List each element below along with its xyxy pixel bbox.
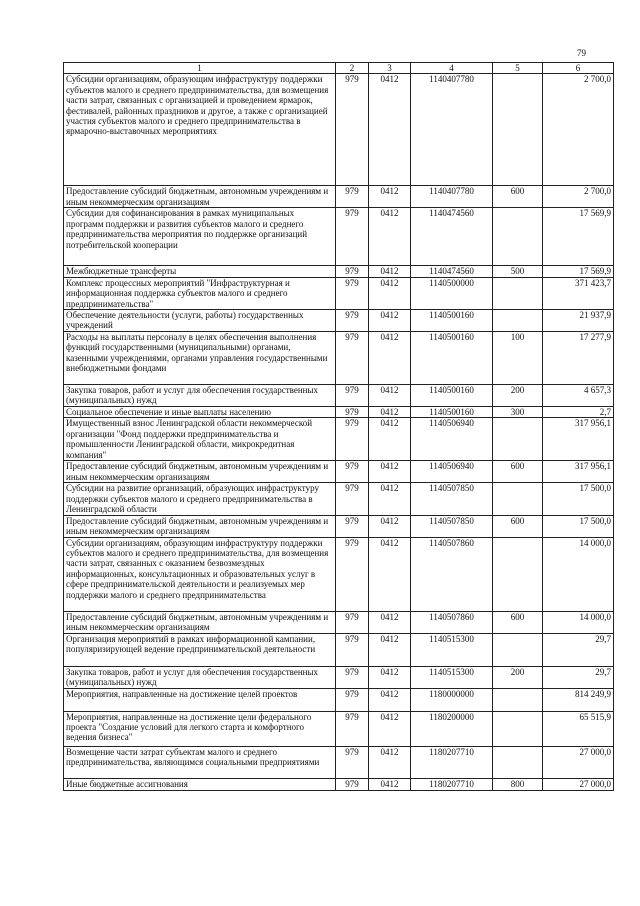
cell-vr: 800 (493, 778, 543, 790)
cell-grbs: 979 (336, 746, 369, 778)
cell-amount: 17 500,0 (543, 483, 614, 515)
cell-vr (493, 537, 543, 611)
cell-vr: 200 (493, 666, 543, 688)
cell-amount: 21 937,9 (543, 310, 614, 332)
cell-vr: 600 (493, 611, 543, 633)
table-row (64, 385, 614, 407)
cell-vr: 100 (493, 332, 543, 385)
cell-target: 1140506940 (411, 418, 493, 461)
cell-grbs: 979 (336, 633, 369, 666)
cell-name: Комплекс процессных мероприятий "Инфраструктурная и информационная поддержка субъектов малого и среднего предпринимательства" (64, 277, 336, 309)
cell-amount: 29,7 (543, 633, 614, 666)
col-header-vr: 5 (493, 63, 543, 74)
cell-name: Предоставление субсидий бюджетным, автономным учреждениям и иным некоммерческим организациям (64, 515, 336, 537)
cell-vr: 300 (493, 407, 543, 418)
cell-grbs: 979 (336, 418, 369, 461)
cell-amount: 4 657,3 (543, 385, 614, 407)
cell-target: 1140500160 (411, 407, 493, 418)
cell-grbs: 979 (336, 461, 369, 483)
cell-amount: 17 500,0 (543, 515, 614, 537)
table-row (64, 277, 614, 309)
cell-target: 1140515300 (411, 633, 493, 666)
cell-amount: 14 000,0 (543, 537, 614, 611)
cell-amount: 17 569,9 (543, 266, 614, 277)
cell-vr (493, 418, 543, 461)
cell-name: Социальное обеспечение и иные выплаты населению (64, 407, 336, 418)
cell-target: 1180000000 (411, 688, 493, 711)
cell-name: Мероприятия, направленные на достижение целей проектов (64, 688, 336, 711)
cell-name: Имущественный взнос Ленинградской области некоммерческой организации "Фонд поддержки предпринимательства и промышленности Ленинградской области, микрокредитная компания" (64, 418, 336, 461)
cell-name: Обеспечение деятельности (услуги, работы) государственных учреждений (64, 310, 336, 332)
cell-amount: 27 000,0 (543, 746, 614, 778)
cell-grbs: 979 (336, 277, 369, 309)
cell-target: 1140407780 (411, 186, 493, 208)
cell-grbs: 979 (336, 332, 369, 385)
cell-amount: 2 700,0 (543, 186, 614, 208)
cell-name: Субсидии для софинансирования в рамках муниципальных программ поддержки и развития субъектов малого и среднего предпринимательства мероприятия по поддержке организаций потребительской кооперации (64, 208, 336, 266)
cell-section: 0412 (369, 611, 411, 633)
cell-target: 1140474560 (411, 266, 493, 277)
cell-name: Межбюджетные трансферты (64, 266, 336, 277)
cell-amount: 317 956,1 (543, 461, 614, 483)
cell-grbs: 979 (336, 208, 369, 266)
cell-vr (493, 208, 543, 266)
cell-grbs: 979 (336, 310, 369, 332)
budget-table (63, 62, 614, 791)
cell-section: 0412 (369, 407, 411, 418)
col-header-amount: 6 (543, 63, 614, 74)
cell-grbs: 979 (336, 385, 369, 407)
cell-target: 1140500160 (411, 332, 493, 385)
cell-grbs: 979 (336, 711, 369, 746)
table-row (64, 208, 614, 266)
table-row (64, 461, 614, 483)
cell-section: 0412 (369, 277, 411, 309)
table-row (64, 711, 614, 746)
cell-section: 0412 (369, 385, 411, 407)
table-row (64, 666, 614, 688)
cell-grbs: 979 (336, 266, 369, 277)
cell-grbs: 979 (336, 186, 369, 208)
cell-target: 1180207710 (411, 778, 493, 790)
cell-name: Закупка товаров, работ и услуг для обеспечения государственных (муниципальных) нужд (64, 385, 336, 407)
cell-vr (493, 746, 543, 778)
cell-vr (493, 277, 543, 309)
cell-amount: 371 423,7 (543, 277, 614, 309)
cell-vr (493, 310, 543, 332)
table-row (64, 407, 614, 418)
cell-section: 0412 (369, 310, 411, 332)
cell-name: Расходы на выплаты персоналу в целях обеспечения выполнения функций государственными (муниципальными) органами, казенными учреждениями, органами управления государственными внебюджетными фондами (64, 332, 336, 385)
cell-name: Иные бюджетные ассигнования (64, 778, 336, 790)
cell-grbs: 979 (336, 483, 369, 515)
cell-grbs: 979 (336, 74, 369, 186)
cell-amount: 2 700,0 (543, 74, 614, 186)
cell-amount: 317 956,1 (543, 418, 614, 461)
cell-target: 1140407780 (411, 74, 493, 186)
table-header-row (64, 63, 614, 74)
table-row (64, 332, 614, 385)
cell-grbs: 979 (336, 537, 369, 611)
table-row (64, 310, 614, 332)
cell-section: 0412 (369, 208, 411, 266)
cell-target: 1140500160 (411, 310, 493, 332)
cell-name: Закупка товаров, работ и услуг для обеспечения государственных (муниципальных) нужд (64, 666, 336, 688)
cell-section: 0412 (369, 688, 411, 711)
cell-amount: 27 000,0 (543, 778, 614, 790)
cell-name: Предоставление субсидий бюджетным, автономным учреждениям и иным некоммерческим организациям (64, 186, 336, 208)
cell-section: 0412 (369, 633, 411, 666)
cell-vr: 600 (493, 515, 543, 537)
cell-section: 0412 (369, 418, 411, 461)
page-number: 79 (577, 48, 586, 58)
cell-target: 1140507860 (411, 611, 493, 633)
table-row (64, 611, 614, 633)
cell-section: 0412 (369, 483, 411, 515)
cell-section: 0412 (369, 666, 411, 688)
cell-vr: 500 (493, 266, 543, 277)
table-row (64, 515, 614, 537)
cell-name: Мероприятия, направленные на достижение цели федерального проекта "Создание условий для легкого старта и комфортного ведения бизнеса" (64, 711, 336, 746)
cell-target: 1140500000 (411, 277, 493, 309)
cell-amount: 17 569,9 (543, 208, 614, 266)
cell-vr: 200 (493, 385, 543, 407)
cell-target: 1140500160 (411, 385, 493, 407)
cell-name: Субсидии организациям, образующим инфраструктуру поддержки субъектов малого и среднего предпринимательства, для возмещения части затрат, связанных с оказанием безвозмездных информационных, консультационных и образовательных услуг в сфере предпринимательской деятельности и реализуемых мер поддержки малого и среднего предпринимательства (64, 537, 336, 611)
cell-vr: 600 (493, 461, 543, 483)
cell-section: 0412 (369, 778, 411, 790)
cell-section: 0412 (369, 461, 411, 483)
cell-name: Субсидии организациям, образующим инфраструктуру поддержки субъектов малого и среднего предпринимательства, для возмещения части затрат, связанных с организацией и проведением ярмарок, фестивалей, районных праздников и другое, а также с организацией участия субъектов малого и среднего предпринимательства в ярмарочно-выставочных мероприятиях (64, 74, 336, 186)
cell-section: 0412 (369, 74, 411, 186)
table-row (64, 483, 614, 515)
cell-vr: 600 (493, 186, 543, 208)
table-row (64, 266, 614, 277)
cell-grbs: 979 (336, 666, 369, 688)
cell-section: 0412 (369, 186, 411, 208)
cell-section: 0412 (369, 537, 411, 611)
table-row (64, 633, 614, 666)
cell-target: 1180207710 (411, 746, 493, 778)
cell-name: Предоставление субсидий бюджетным, автономным учреждениям и иным некоммерческим организациям (64, 461, 336, 483)
cell-target: 1140506940 (411, 461, 493, 483)
cell-grbs: 979 (336, 407, 369, 418)
cell-section: 0412 (369, 515, 411, 537)
col-header-section: 3 (369, 63, 411, 74)
cell-vr (493, 688, 543, 711)
cell-vr (493, 711, 543, 746)
cell-name: Возмещение части затрат субъектам малого и среднего предпринимательства, являющимся социальными предприятиями (64, 746, 336, 778)
table-row (64, 74, 614, 186)
cell-target: 1140474560 (411, 208, 493, 266)
cell-vr (493, 633, 543, 666)
table-row (64, 418, 614, 461)
cell-amount: 2,7 (543, 407, 614, 418)
cell-section: 0412 (369, 746, 411, 778)
cell-section: 0412 (369, 332, 411, 385)
cell-section: 0412 (369, 266, 411, 277)
cell-name: Организация мероприятий в рамках информационной кампании, популяризирующей ведение предпринимательской деятельности (64, 633, 336, 666)
cell-grbs: 979 (336, 778, 369, 790)
table-row (64, 537, 614, 611)
cell-grbs: 979 (336, 611, 369, 633)
cell-target: 1140515300 (411, 666, 493, 688)
cell-grbs: 979 (336, 515, 369, 537)
cell-name: Предоставление субсидий бюджетным, автономным учреждениям и иным некоммерческим организациям (64, 611, 336, 633)
cell-target: 1140507850 (411, 483, 493, 515)
col-header-name: 1 (64, 63, 336, 74)
cell-amount: 29,7 (543, 666, 614, 688)
cell-target: 1180200000 (411, 711, 493, 746)
cell-target: 1140507860 (411, 537, 493, 611)
cell-target: 1140507850 (411, 515, 493, 537)
cell-amount: 14 000,0 (543, 611, 614, 633)
table-row (64, 186, 614, 208)
cell-vr (493, 74, 543, 186)
col-header-grbs: 2 (336, 63, 369, 74)
cell-amount: 65 515,9 (543, 711, 614, 746)
table-row (64, 746, 614, 778)
cell-grbs: 979 (336, 688, 369, 711)
table-row (64, 688, 614, 711)
cell-section: 0412 (369, 711, 411, 746)
cell-vr (493, 483, 543, 515)
col-header-target: 4 (411, 63, 493, 74)
cell-amount: 17 277,9 (543, 332, 614, 385)
cell-amount: 814 249,9 (543, 688, 614, 711)
table-row (64, 778, 614, 790)
cell-name: Субсидии на развитие организаций, образующих инфраструктуру поддержки субъектов малого и среднего предпринимательства в Ленинградской области (64, 483, 336, 515)
